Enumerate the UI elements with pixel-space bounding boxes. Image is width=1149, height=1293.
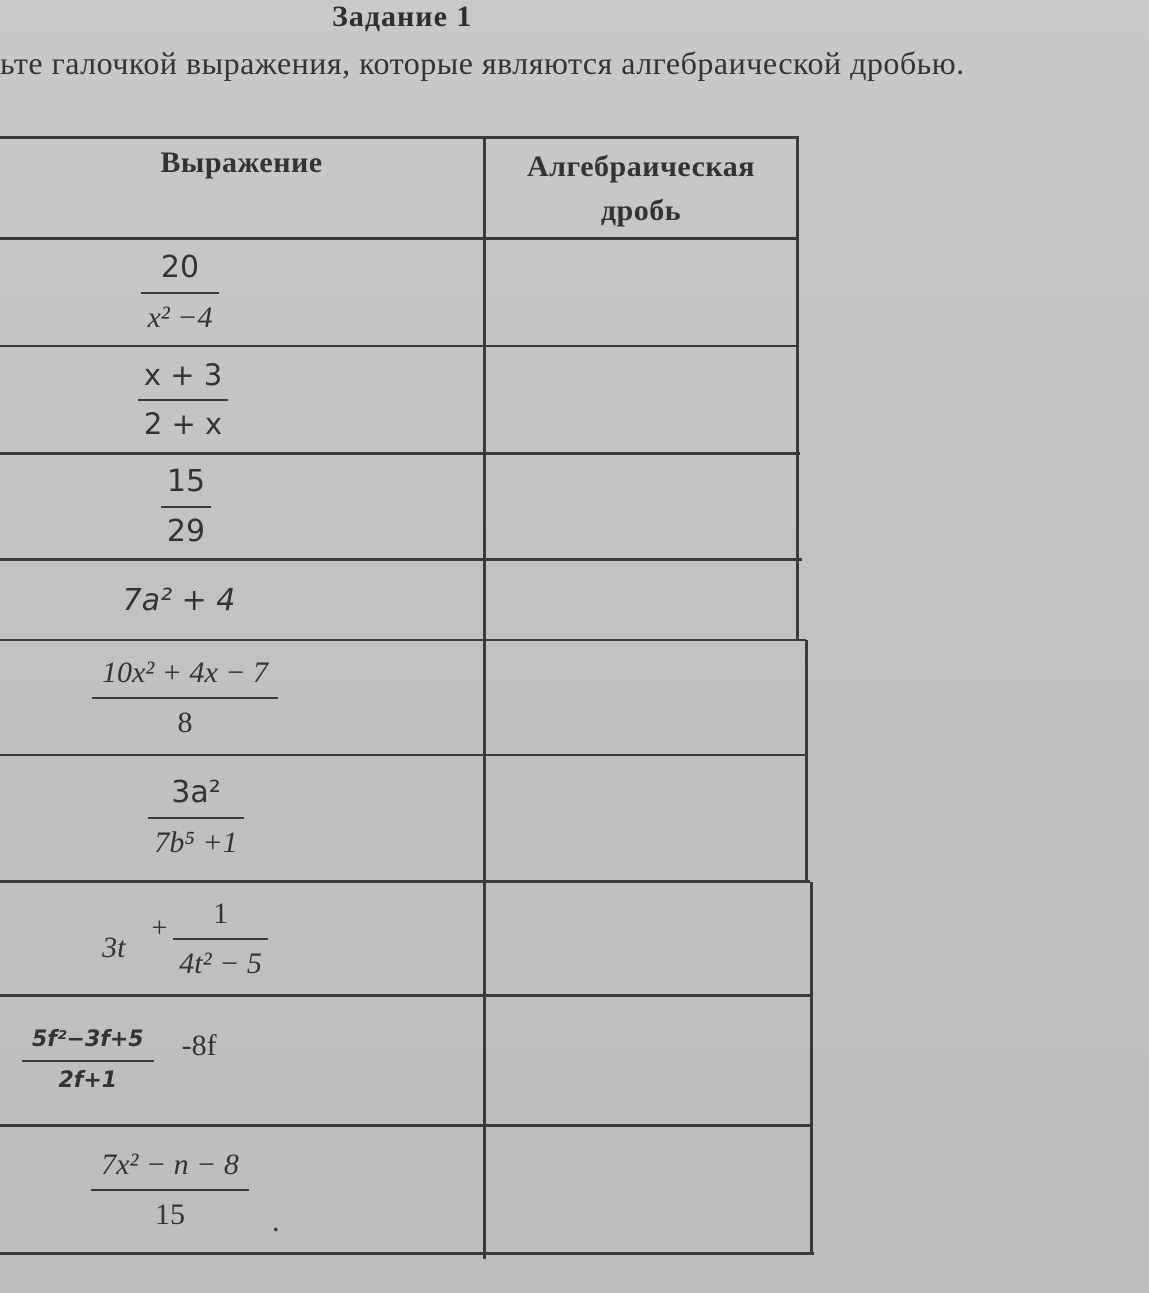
numerator: 15 (166, 463, 206, 499)
checkbox-cell[interactable] (486, 997, 810, 1124)
denominator: 29 (166, 513, 206, 549)
header-algebraic-fraction (486, 145, 796, 233)
checkbox-cell[interactable] (486, 561, 802, 639)
fraction-bar (138, 399, 228, 401)
denominator: 4t² − 5 (179, 946, 262, 980)
header-expression: Выражение (160, 146, 323, 179)
header-algebraic-fraction-line2: дробь (600, 194, 682, 227)
fraction (91, 1147, 249, 1233)
fraction (138, 358, 228, 442)
plus-sign: + (151, 912, 168, 944)
table-row (0, 756, 392, 880)
fraction-bar (148, 817, 243, 819)
denominator: 2 + x (143, 406, 223, 441)
table-row (0, 240, 360, 345)
fraction (148, 775, 243, 861)
fraction-bar (92, 697, 278, 699)
table-row (0, 347, 366, 452)
numerator: 3a² (171, 775, 221, 810)
fraction (92, 655, 278, 741)
fraction-bar (22, 1060, 154, 1062)
numerator: 1 (213, 896, 229, 930)
expression: 7a² + 4 (122, 582, 236, 618)
denominator: 7b⁵ +1 (154, 826, 238, 859)
table-border-bottom (0, 1252, 814, 1255)
checkbox-cell[interactable] (486, 883, 810, 994)
fraction (173, 896, 268, 982)
table-row (0, 997, 340, 1124)
checkbox-cell[interactable] (486, 1127, 812, 1252)
table-row (0, 561, 358, 639)
numerator: x + 3 (143, 357, 223, 392)
fraction (141, 250, 218, 336)
fraction-bar (161, 506, 211, 508)
denominator: x² −4 (147, 300, 213, 334)
numerator: 20 (160, 249, 200, 285)
expression-lead: 3t (102, 930, 126, 964)
denominator: 15 (155, 1197, 185, 1231)
checkbox-cell[interactable] (486, 641, 805, 754)
numerator: 5f²−3f+5 (32, 1027, 144, 1053)
header-algebraic-fraction-line1: Алгебраическая (527, 150, 755, 183)
trailing-period: . (272, 1205, 280, 1238)
fraction-bar (173, 938, 268, 940)
checkbox-cell[interactable] (486, 347, 796, 452)
table-row (0, 455, 372, 558)
denominator: 8 (177, 705, 193, 739)
checkbox-cell[interactable] (486, 455, 798, 558)
checkbox-cell[interactable] (486, 240, 796, 345)
fraction (161, 464, 211, 550)
fraction (22, 1027, 154, 1094)
fraction-bar (141, 292, 218, 294)
table-row (0, 641, 370, 754)
denominator: 2f+1 (58, 1067, 118, 1093)
checkbox-cell[interactable] (486, 756, 808, 880)
table-border-top (0, 136, 798, 139)
task-instruction: ьте галочкой выражения, которые являются алгебраической дробью. (0, 45, 965, 81)
task-title: Задание 1 (332, 0, 473, 33)
numerator: 10x² + 4x − 7 (101, 655, 269, 689)
table-row (0, 883, 370, 994)
numerator: 7x² − n − 8 (101, 1147, 239, 1181)
fraction-bar (91, 1189, 249, 1191)
table-row (0, 1127, 340, 1252)
expression-tail: -8f (181, 1028, 217, 1062)
